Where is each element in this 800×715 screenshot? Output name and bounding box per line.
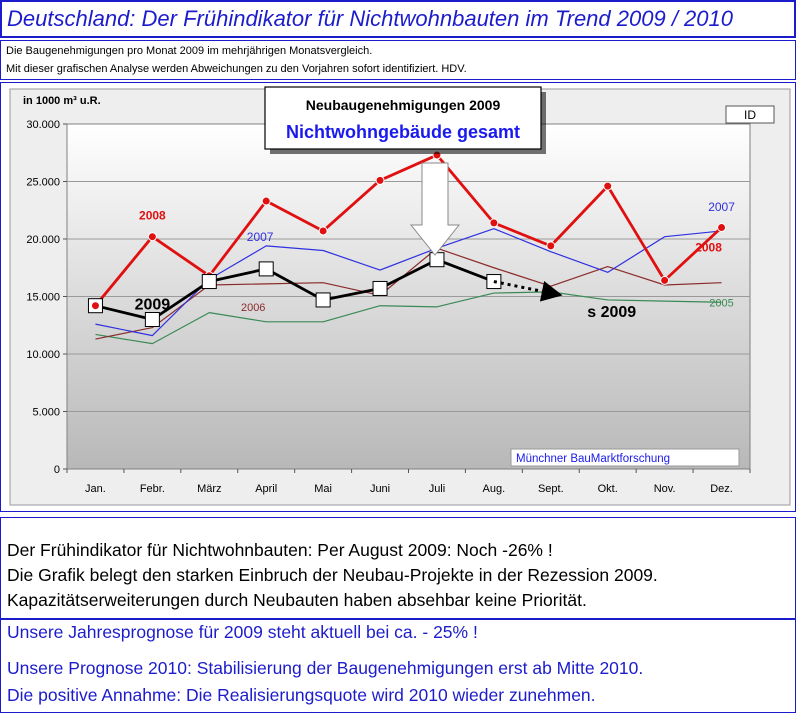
id-badge-label: ID <box>744 108 756 122</box>
chart-subtitle: Nichtwohngebäude gesamt <box>285 122 521 142</box>
series-label-2007: 2007 <box>246 229 274 244</box>
title-box <box>0 0 796 38</box>
subtitle-line-1: Die Baugenehmigungen pro Monat 2009 im mehrjährigen Monatsvergleich. <box>6 45 373 57</box>
y-tick-label: 25.000 <box>26 176 60 189</box>
summary-line-3: Kapazitätserweiterungen durch Neubauten haben absehbar keine Priorität. <box>7 590 587 610</box>
series-label-2009: 2009 <box>134 296 171 314</box>
x-tick-label: Aug. <box>482 483 506 495</box>
x-tick-label: April <box>255 483 278 495</box>
x-tick-label: Nov. <box>653 483 676 495</box>
y-tick-label: 0 <box>53 464 60 476</box>
point-2008 <box>718 224 726 232</box>
point-2008 <box>490 219 498 227</box>
y-tick-label: 30.000 <box>26 119 60 131</box>
x-tick-label: Mai <box>314 483 332 495</box>
chart-title-box <box>265 87 546 154</box>
forecast-2009-line: Unsere Jahresprognose für 2009 steht aktuell bei ca. - 25% ! <box>7 622 478 642</box>
series-label-2005: 2005 <box>709 297 734 310</box>
point-2008 <box>547 242 555 250</box>
summary-line-1: Der Frühindikator für Nichtwohnbauten: Per August 2009: Noch -26% ! <box>7 540 553 560</box>
y-tick-label: 5.000 <box>32 406 60 419</box>
series-label-2006: 2006 <box>240 301 266 314</box>
point-2008 <box>148 233 156 241</box>
point-2009 <box>430 253 444 267</box>
series-label-s-2009: s 2009 <box>587 304 637 322</box>
point-2009 <box>487 275 501 289</box>
point-2009 <box>202 275 216 289</box>
assumption-line: Die positive Annahme: Die Realisierungsquote wird 2010 wieder zunehmen. <box>7 685 596 705</box>
x-tick-label: Okt. <box>597 483 618 495</box>
page-title: Deutschland: Der Frühindikator für Nichtwohnbauten im Trend 2009 / 2010 <box>7 6 733 31</box>
line-chart <box>1 83 797 513</box>
source-label: Münchner BauMarktforschung <box>516 453 671 465</box>
point-2009 <box>145 313 159 327</box>
summary-box <box>0 517 796 713</box>
point-2009 <box>259 262 273 276</box>
chart-frame <box>0 82 796 512</box>
series-label-2008: 2008 <box>139 208 166 223</box>
x-tick-label: März <box>197 483 222 495</box>
summary-divider <box>0 618 796 620</box>
x-tick-label: Sept. <box>537 483 564 495</box>
subtitle-line-2: Mit dieser grafischen Analyse werden Abweichungen zu den Vorjahren sofort identifiziert. HDV. <box>6 63 467 75</box>
forecast-2010-line: Unsere Prognose 2010: Stabilisierung der Baugenehmigungen erst ab Mitte 2010. <box>7 658 644 678</box>
point-2009 <box>373 281 387 295</box>
series-label-2007: 2007 <box>708 199 735 214</box>
x-tick-label: Febr. <box>139 483 165 495</box>
point-2008 <box>604 182 612 190</box>
point-2008 <box>319 227 327 235</box>
point-2008 <box>376 176 384 184</box>
x-tick-label: Jan. <box>85 483 106 495</box>
point-2008 <box>262 197 270 205</box>
point-2008 <box>661 276 669 284</box>
series-label-2008: 2008 <box>695 240 722 255</box>
y-axis-label: in 1000 m³ u.R. <box>23 95 101 107</box>
y-tick-label: 20.000 <box>26 234 60 246</box>
point-2009 <box>316 293 330 307</box>
x-tick-label: Juni <box>369 483 391 495</box>
chart-title: Neubaugenehmigungen 2009 <box>305 97 501 113</box>
x-tick-label: Juli <box>428 483 446 495</box>
summary-line-2: Die Grafik belegt den starken Einbruch der Neubau-Projekte in der Rezession 2009. <box>7 565 658 585</box>
y-tick-label: 10.000 <box>26 349 60 361</box>
subtitle-box <box>0 40 796 80</box>
y-tick-label: 15.000 <box>26 291 60 304</box>
point-2008 <box>91 302 99 310</box>
x-tick-label: Dez. <box>710 483 733 495</box>
